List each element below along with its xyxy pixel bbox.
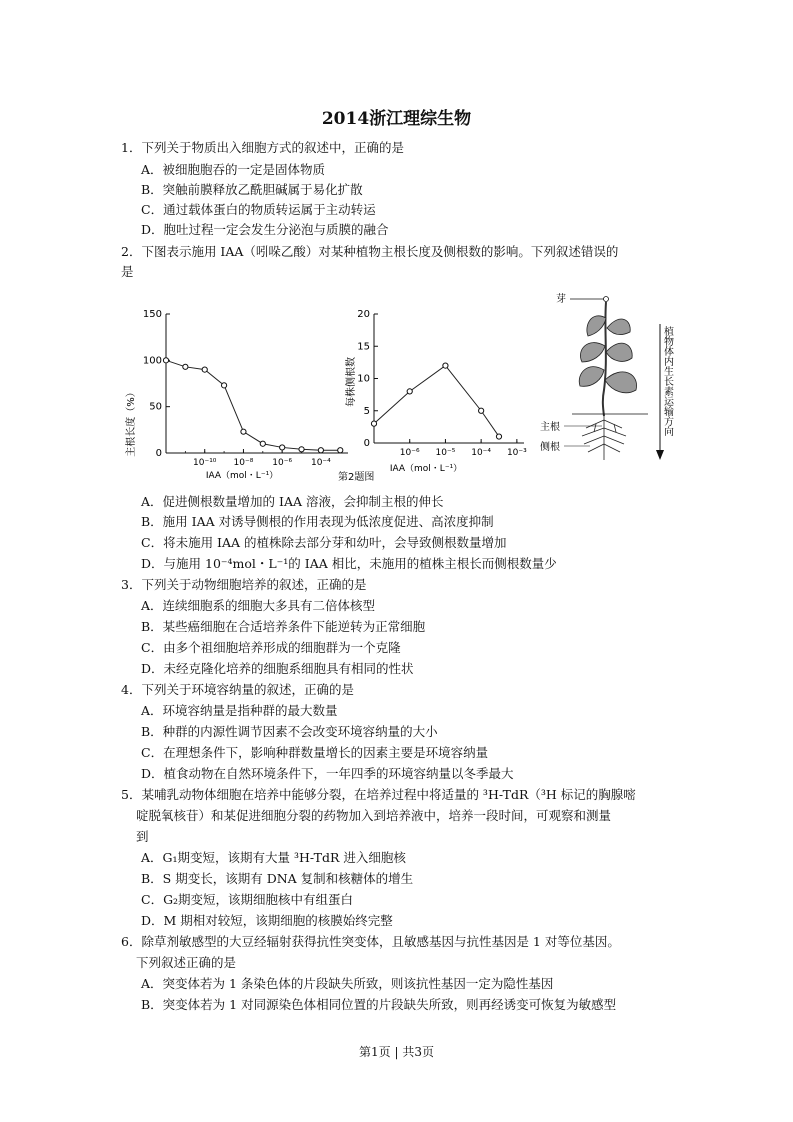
x-tick-label: 10⁻⁶ — [399, 448, 420, 458]
figure-caption: 第2题图 — [338, 472, 375, 483]
chart2-xlabel: IAA（mol・L⁻¹） — [389, 464, 463, 474]
y-tick-label: 150 — [142, 309, 162, 320]
q1-option-d: D．胞吐过程一定会发生分泌泡与质膜的融合 — [141, 222, 389, 237]
leaf-6 — [605, 372, 637, 393]
leaf-4 — [606, 343, 632, 361]
data-point — [299, 447, 304, 452]
x-tick-label: 10⁻⁴ — [471, 448, 492, 458]
question-6-stem-cont: 下列叙述正确的是 — [136, 955, 237, 970]
q5-option-b: B．S 期变长，该期有 DNA 复制和核糖体的增生 — [141, 871, 414, 886]
q5-option-c: C．G₂期变短，该期细胞核中有组蛋白 — [141, 892, 354, 907]
lateral-root-label: 侧根 — [540, 442, 560, 453]
page-footer: 第1页 | 共3页 — [359, 1045, 434, 1059]
q6-option-b: B．突变体若为 1 对同源染色体相同位置的片段缺失所致，则再经诱变可恢复为敏感型 — [141, 997, 617, 1012]
y-tick-label: 0 — [155, 448, 162, 459]
q3-option-a: A．连续细胞系的细胞大多具有二倍体核型 — [141, 598, 376, 613]
q5-option-a: A．G₁期变短，该期有大量 ³H-TdR 进入细胞核 — [141, 850, 406, 865]
y-tick-label: 20 — [357, 309, 370, 320]
series-line — [166, 360, 340, 450]
y-tick-label: 50 — [149, 401, 162, 413]
chart1-ylabel: 主根长度（%） — [126, 387, 137, 457]
question-5-stem: 5．某哺乳动物体细胞在培养中能够分裂，在培养过程中将适量的 ³H-TdR（³H 标记的胸腺嘧 — [121, 787, 636, 802]
data-point — [479, 408, 484, 413]
question-5-stem-cont-1: 啶脱氧核苷）和某促进细胞分裂的药物加入到培养液中，培养一段时间，可观察和测量 — [136, 808, 612, 823]
data-point — [202, 367, 207, 372]
x-tick-label: 10⁻⁵ — [435, 448, 456, 458]
question-3-stem: 3．下列关于动物细胞培养的叙述，正确的是 — [121, 577, 367, 592]
x-tick-label: 10⁻¹⁰ — [193, 458, 217, 468]
data-point — [221, 383, 226, 388]
q4-option-c: C．在理想条件下，影响种群数量增长的因素主要是环境容纳量 — [141, 745, 489, 760]
chart2-ylabel: 每株侧根数 — [346, 357, 357, 407]
leaf-3 — [580, 343, 605, 362]
q1-option-c: C．通过载体蛋白的物质转运属于主动转运 — [141, 202, 376, 217]
x-tick-label: 10⁻⁶ — [272, 458, 293, 468]
q3-option-d: D．未经克隆化培养的细胞系细胞具有相同的性状 — [141, 661, 414, 676]
lateral-root-count-chart — [338, 300, 538, 485]
question-4-stem: 4．下列关于环境容纳量的叙述，正确的是 — [121, 682, 354, 697]
data-point — [241, 429, 246, 434]
q3-option-c: C．由多个祖细胞培养形成的细胞群为一个克隆 — [141, 640, 401, 655]
data-point — [260, 441, 265, 446]
data-point — [318, 448, 323, 453]
q6-option-a: A．突变体若为 1 条染色体的片段缺失所致，则该抗性基因一定为隐性基因 — [141, 976, 554, 991]
data-point — [443, 363, 448, 368]
x-tick-label: 10⁻⁸ — [233, 458, 254, 468]
q1-option-a: A．被细胞胞吞的一定是固体物质 — [141, 162, 326, 177]
q2-option-c: C．将未施用 IAA 的植株除去部分芽和幼叶，会导致侧根数量增加 — [141, 535, 507, 550]
data-point — [496, 434, 501, 439]
data-point — [280, 445, 285, 450]
data-point — [371, 421, 376, 426]
leaf-2 — [607, 319, 630, 335]
y-tick-label: 0 — [363, 438, 370, 449]
leaf-1 — [587, 316, 606, 336]
q4-option-a: A．环境容纳量是指种群的最大数量 — [141, 703, 338, 718]
series-line — [374, 366, 499, 437]
bud-label: 芽 — [556, 294, 566, 305]
y-tick-label: 10 — [357, 373, 370, 385]
x-tick-label: 10⁻³ — [506, 448, 527, 458]
data-point — [183, 364, 188, 369]
question-1-stem: 1．下列关于物质出入细胞方式的叙述中，正确的是 — [121, 140, 404, 155]
data-point — [407, 389, 412, 394]
question-2-stem-cont: 是 — [121, 264, 134, 279]
main-root-length-chart — [118, 300, 358, 485]
main-root-label: 主根 — [540, 422, 560, 433]
data-point — [163, 358, 168, 363]
q5-option-d: D．M 期相对较短，该期细胞的核膜始终完整 — [141, 913, 393, 928]
plant-diagram — [536, 290, 681, 475]
q2-option-d: D．与施用 10⁻⁴mol・L⁻¹的 IAA 相比，未施用的植株主根长而侧根数量少 — [141, 556, 557, 571]
chart1-xlabel: IAA（mol・L⁻¹） — [205, 471, 279, 481]
question-6-stem: 6．除草剂敏感型的大豆经辐射获得抗性突变体，且敏感基因与抗性基因是 1 对等位基因。 — [121, 934, 620, 949]
q3-option-b: B．某些癌细胞在合适培养条件下能逆转为正常细胞 — [141, 619, 426, 634]
transport-direction-label: 植物体内生长素运输方向 — [661, 326, 673, 436]
leaf-5 — [579, 367, 604, 387]
x-tick-label: 10⁻⁴ — [310, 458, 331, 468]
question-2-stem: 2．下图表示施用 IAA（吲哚乙酸）对某种植物主根长度及侧根数的影响。下列叙述错误的 — [121, 244, 619, 259]
y-tick-label: 100 — [142, 355, 162, 367]
page-title: 2014浙江理综生物 — [321, 109, 472, 129]
question-5-stem-cont-2: 到 — [136, 829, 149, 844]
y-tick-label: 5 — [363, 405, 370, 417]
q4-option-d: D．植食动物在自然环境条件下，一年四季的环境容纳量以冬季最大 — [141, 766, 514, 781]
q1-option-b: B．突触前膜释放乙酰胆碱属于易化扩散 — [141, 182, 363, 197]
q2-option-b: B．施用 IAA 对诱导侧根的作用表现为低浓度促进、高浓度抑制 — [141, 514, 494, 529]
q2-option-a: A．促进侧根数量增加的 IAA 溶液，会抑制主根的伸长 — [141, 494, 444, 509]
y-tick-label: 15 — [357, 341, 370, 353]
q4-option-b: B．种群的内源性调节因素不会改变环境容纳量的大小 — [141, 724, 438, 739]
